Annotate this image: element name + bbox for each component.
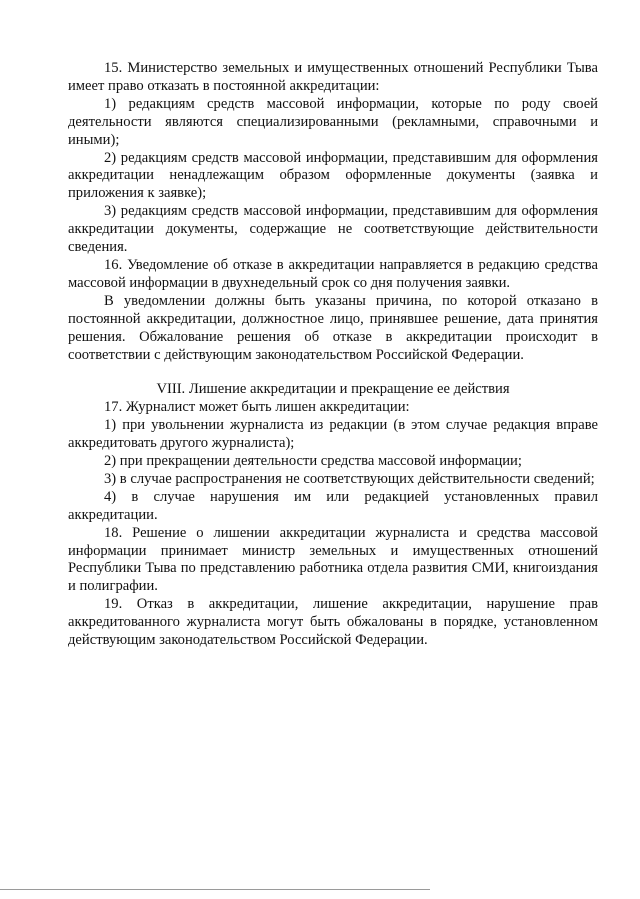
paragraph-item-17-3: 3) в случае распространения не соответствующих действительности сведений; [104, 470, 595, 487]
paragraph-item-15: 15. Министерство земельных и имущественных отношений Республики Тыва имеет право отказать в постоянной аккредитации: [68, 60, 598, 94]
page-bottom-divider [0, 889, 430, 890]
document-page [68, 60, 598, 650]
paragraph-item-18: 18. Решение о лишении аккредитации журналиста и средства массовой информации принимает министр земельных и имущественных отношений Республики Тыва по представлению работника отдела развития СМИ, книгоиздания и полиграфии. [68, 524, 598, 595]
section-heading: VIII. Лишение аккредитации и прекращение ее действия [156, 381, 510, 398]
paragraph-item-15-2: 2) редакциям средств массовой информации, представившим для оформления аккредитации ненадлежащим образом оформленные документы (заявка и приложения к заявке); [68, 149, 598, 202]
paragraph-item-16: 16. Уведомление об отказе в аккредитации направляется в редакцию средства массовой информации в двухнедельный срок со дня получения заявки. [68, 256, 598, 291]
paragraph-notice-requirements: В уведомлении должны быть указаны причина, по которой отказано в постоянной аккредитации, должностное лицо, принявшее решение, дата принятия решения. Обжалование решения об отказе в аккредитации происходит в соответствии с действующим законодательством Российской Федерации. [68, 292, 598, 363]
paragraph-item-15-1: 1) редакциям средств массовой информации, которые по роду своей деятельности являются специализированными (рекламными, справочными и иными); [68, 95, 598, 148]
paragraph-item-17: 17. Журналист может быть лишен аккредитации: [104, 399, 410, 416]
paragraph-item-17-1: 1) при увольнении журналиста из редакции (в этом случае редакция вправе аккредитовать другого журналиста); [68, 417, 598, 452]
paragraph-item-19: 19. Отказ в аккредитации, лишение аккредитации, нарушение прав аккредитованного журналиста могут быть обжалованы в порядке, установленном действующим законодательством Российской Федерации. [68, 596, 598, 649]
paragraph-item-15-3: 3) редакциям средств массовой информации, представившим для оформления аккредитации документы, содержащие не соответствующие действительности сведения. [68, 203, 598, 256]
paragraph-item-17-2: 2) при прекращении деятельности средства массовой информации; [104, 453, 522, 470]
paragraph-item-17-4: 4) в случае нарушения им или редакцией установленных правил аккредитации. [68, 488, 598, 523]
